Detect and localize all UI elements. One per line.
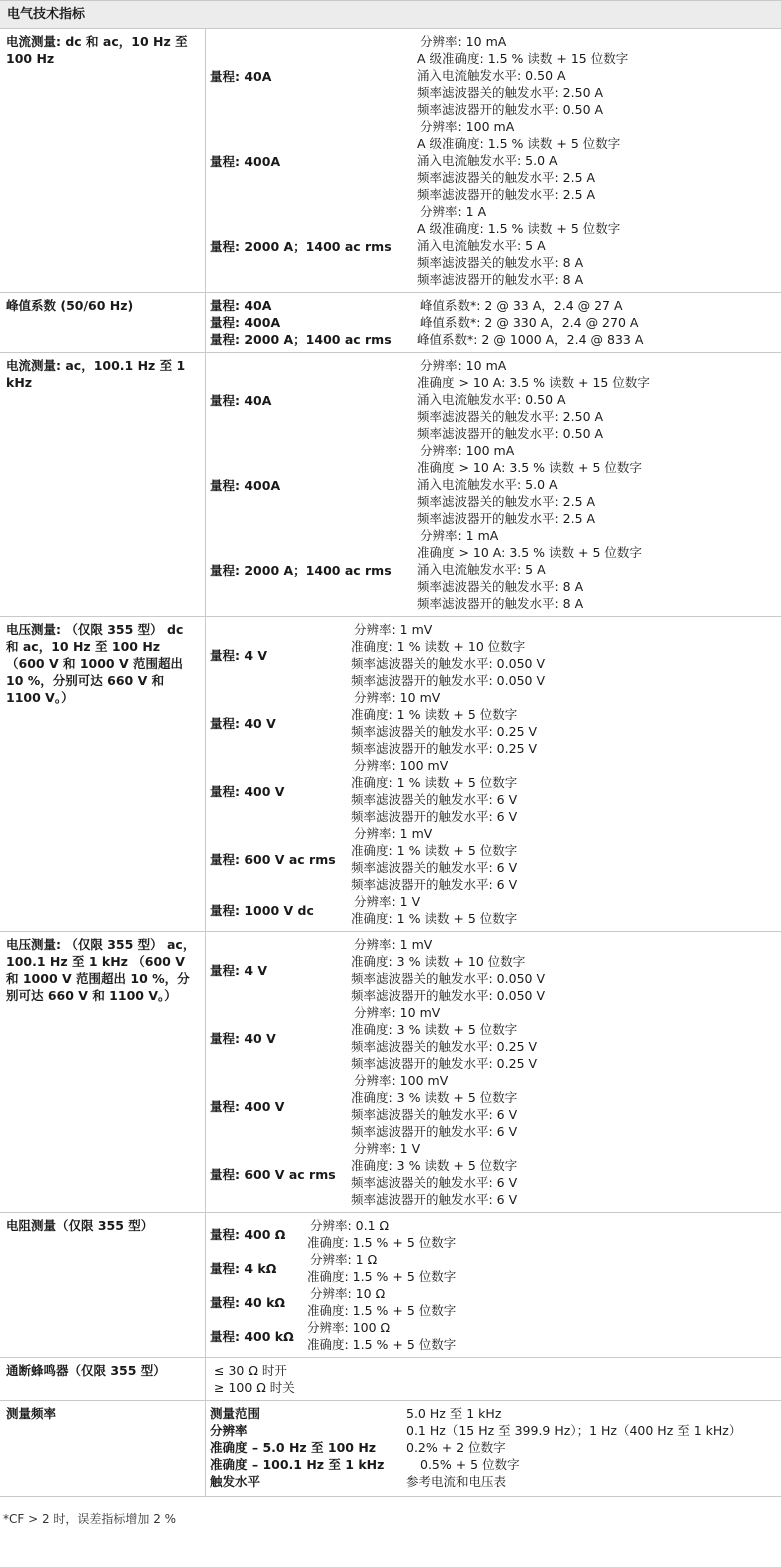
spec-lines bbox=[307, 1251, 456, 1285]
spec-line: 准确度: 3 % 读数 + 5 位数字 bbox=[351, 1022, 518, 1037]
spec-lines bbox=[351, 1140, 517, 1208]
range-row bbox=[210, 1285, 781, 1319]
spec-line: 准确度: 3 % 读数 + 5 位数字 bbox=[351, 1090, 518, 1105]
section-frequency bbox=[0, 1401, 781, 1497]
spec-line: 频率滤波器关的触发水平: 2.5 A bbox=[417, 170, 596, 185]
frequency-row-label: 准确度 – 5.0 Hz 至 100 Hz bbox=[210, 1440, 377, 1455]
section-current-dc-ac bbox=[0, 29, 781, 293]
frequency-row-value: 5.0 Hz 至 1 kHz bbox=[406, 1406, 502, 1421]
range-prefix: 量程: bbox=[210, 716, 245, 731]
range-value: 600 V ac rms bbox=[244, 852, 336, 867]
spec-line: 分辨率: 10 mA bbox=[420, 358, 507, 373]
spec-line: 频率滤波器关的触发水平: 0.050 V bbox=[351, 656, 545, 671]
range-value: 4 V bbox=[244, 648, 268, 663]
spec-line: 频率滤波器开的触发水平: 8 A bbox=[417, 272, 584, 287]
spec-lines bbox=[351, 1004, 537, 1072]
range-row bbox=[210, 314, 781, 331]
range-row bbox=[210, 1072, 781, 1140]
frequency-row-value: 0.2% + 2 位数字 bbox=[406, 1440, 506, 1455]
range-value: 1000 V dc bbox=[244, 903, 314, 918]
section-resistance bbox=[0, 1213, 781, 1358]
footnote: *CF > 2 时，误差指标增加 2 % bbox=[3, 1512, 177, 1526]
spec-line: 涌入电流触发水平: 5 A bbox=[417, 238, 546, 253]
spec-lines bbox=[417, 357, 650, 442]
range-row bbox=[210, 893, 781, 927]
spec-line: 准确度: 1 % 读数 + 10 位数字 bbox=[351, 639, 526, 654]
spec-lines bbox=[351, 936, 545, 1004]
section-label: 测量频率 bbox=[0, 1401, 206, 1496]
range-value: 40A bbox=[244, 298, 272, 313]
spec-lines bbox=[351, 621, 545, 689]
spec-line: 涌入电流触发水平: 5 A bbox=[417, 562, 546, 577]
range-value: 4 V bbox=[244, 963, 268, 978]
spec-lines bbox=[351, 757, 517, 825]
spec-line: 分辨率: 1 mV bbox=[354, 826, 433, 841]
spec-line: 频率滤波器开的触发水平: 0.50 A bbox=[417, 426, 604, 441]
range-prefix: 量程: bbox=[210, 332, 245, 347]
range-value: 40 V bbox=[244, 716, 276, 731]
range-value: 400A bbox=[244, 477, 281, 493]
section-voltage-dc-ac bbox=[0, 617, 781, 932]
frequency-row-value: 参考电流和电压表 bbox=[406, 1474, 507, 1489]
range-value: 600 V ac rms bbox=[244, 1167, 336, 1182]
range-row bbox=[210, 442, 781, 527]
range-value: 2000 A；1400 ac rms bbox=[244, 332, 392, 347]
frequency-row bbox=[210, 1473, 781, 1490]
spec-lines bbox=[351, 689, 537, 757]
spec-line: 涌入电流触发水平: 5.0 A bbox=[417, 153, 558, 168]
range-prefix: 量程: bbox=[210, 1295, 245, 1310]
spec-line: 分辨率: 100 Ω bbox=[307, 1320, 391, 1335]
spec-line: 准确度: 1 % 读数 + 5 位数字 bbox=[351, 707, 518, 722]
frequency-row-label: 分辨率 bbox=[210, 1423, 248, 1438]
spec-lines bbox=[417, 203, 620, 288]
spec-line: ≤ 30 Ω 时开 bbox=[214, 1363, 287, 1378]
spec-line: 频率滤波器开的触发水平: 6 V bbox=[351, 1192, 518, 1207]
spec-line: 频率滤波器开的触发水平: 0.050 V bbox=[351, 673, 545, 688]
range-prefix: 量程: bbox=[210, 238, 245, 254]
range-row bbox=[210, 1251, 781, 1285]
spec-line: 准确度 > 10 A: 3.5 % 读数 + 15 位数字 bbox=[417, 375, 650, 390]
range-row bbox=[210, 689, 781, 757]
range-prefix: 量程: bbox=[210, 1031, 245, 1046]
range-prefix: 量程: bbox=[210, 153, 245, 169]
range-value: 400A bbox=[244, 153, 281, 169]
range-value: 400 kΩ bbox=[244, 1329, 294, 1344]
range-row bbox=[210, 1319, 781, 1353]
range-row bbox=[210, 1217, 781, 1251]
spec-line: A 级准确度: 1.5 % 读数 + 5 位数字 bbox=[417, 221, 621, 236]
frequency-row-value: 0.5% + 5 位数字 bbox=[420, 1457, 520, 1472]
range-value: 40A bbox=[244, 392, 272, 408]
section-label: 电流测量: ac，100.1 Hz 至 1 kHz bbox=[0, 353, 206, 616]
spec-lines bbox=[351, 893, 517, 927]
range-row bbox=[210, 331, 781, 348]
spec-line: 频率滤波器关的触发水平: 8 A bbox=[417, 255, 584, 270]
range-row bbox=[210, 527, 781, 612]
spec-line: 频率滤波器关的触发水平: 0.25 V bbox=[351, 1039, 538, 1054]
range-row bbox=[210, 357, 781, 442]
range-value: 40 kΩ bbox=[244, 1295, 286, 1310]
range-row bbox=[210, 1004, 781, 1072]
frequency-row-label: 准确度 – 100.1 Hz 至 1 kHz bbox=[210, 1457, 385, 1472]
spec-line: 频率滤波器关的触发水平: 6 V bbox=[351, 1107, 518, 1122]
spec-line: 分辨率: 1 V bbox=[354, 894, 421, 909]
range-value: 400 Ω bbox=[244, 1227, 286, 1242]
spec-line: 分辨率: 1 mV bbox=[354, 622, 433, 637]
range-prefix: 量程: bbox=[210, 562, 245, 578]
frequency-row-value: 0.1 Hz（15 Hz 至 399.9 Hz）；1 Hz（400 Hz 至 1 kHz） bbox=[406, 1423, 742, 1438]
range-prefix: 量程: bbox=[210, 68, 245, 84]
section-voltage-ac-high bbox=[0, 932, 781, 1213]
spec-line: 准确度 > 10 A: 3.5 % 读数 + 5 位数字 bbox=[417, 545, 642, 560]
range-row bbox=[210, 936, 781, 1004]
spec-lines bbox=[417, 527, 642, 612]
section-current-ac-high bbox=[0, 353, 781, 617]
spec-line: 频率滤波器关的触发水平: 2.50 A bbox=[417, 409, 604, 424]
spec-line: 频率滤波器开的触发水平: 0.50 A bbox=[417, 102, 604, 117]
spec-lines bbox=[417, 442, 642, 527]
spec-line: 频率滤波器关的触发水平: 0.25 V bbox=[351, 724, 538, 739]
spec-line: 频率滤波器开的触发水平: 0.050 V bbox=[351, 988, 545, 1003]
range-prefix: 量程: bbox=[210, 903, 245, 918]
spec-line: 峰值系数*: 2 @ 1000 A，2.4 @ 833 A bbox=[417, 332, 644, 347]
spec-line: 分辨率: 1 mA bbox=[420, 528, 499, 543]
frequency-row bbox=[210, 1439, 781, 1456]
spec-line: 准确度: 1 % 读数 + 5 位数字 bbox=[351, 843, 518, 858]
frequency-row-label: 测量范围 bbox=[210, 1406, 261, 1421]
range-prefix: 量程: bbox=[210, 315, 245, 330]
spec-line: 频率滤波器关的触发水平: 2.50 A bbox=[417, 85, 604, 100]
spec-lines bbox=[417, 118, 620, 203]
spec-line: 频率滤波器关的触发水平: 8 A bbox=[417, 579, 584, 594]
section-label: 电阻测量（仅限 355 型） bbox=[0, 1213, 206, 1357]
spec-line: 准确度: 3 % 读数 + 10 位数字 bbox=[351, 954, 526, 969]
frequency-row bbox=[210, 1456, 781, 1473]
range-prefix: 量程: bbox=[210, 1167, 245, 1182]
range-prefix: 量程: bbox=[210, 784, 245, 799]
spec-line: 频率滤波器关的触发水平: 0.050 V bbox=[351, 971, 545, 986]
range-prefix: 量程: bbox=[210, 1227, 245, 1242]
spec-line: 分辨率: 100 mA bbox=[420, 119, 515, 134]
frequency-row bbox=[210, 1422, 781, 1439]
spec-line: 分辨率: 10 mV bbox=[354, 1005, 441, 1020]
spec-line: 准确度: 3 % 读数 + 5 位数字 bbox=[351, 1158, 518, 1173]
spec-line: 准确度: 1.5 % + 5 位数字 bbox=[307, 1337, 457, 1352]
spec-line: 峰值系数*: 2 @ 330 A，2.4 @ 270 A bbox=[420, 315, 639, 330]
spec-line: 分辨率: 10 Ω bbox=[310, 1286, 386, 1301]
section-label: 电压测量: （仅限 355 型） dc 和 ac，10 Hz 至 100 Hz （600 V 和 1000 V 范围超出 10 %，分别可达 660 V 和 1100 V。） bbox=[0, 617, 206, 931]
range-prefix: 量程: bbox=[210, 648, 245, 663]
spec-line: 频率滤波器开的触发水平: 2.5 A bbox=[417, 511, 596, 526]
range-value: 400A bbox=[244, 315, 281, 330]
range-row bbox=[210, 33, 781, 118]
spec-line: 分辨率: 1 Ω bbox=[310, 1252, 378, 1267]
section-label: 峰值系数 (50/60 Hz) bbox=[0, 293, 206, 352]
range-row bbox=[210, 118, 781, 203]
frequency-row-label: 触发水平 bbox=[210, 1474, 261, 1489]
spec-line: 频率滤波器关的触发水平: 6 V bbox=[351, 860, 518, 875]
range-value: 40A bbox=[244, 68, 272, 84]
spec-lines bbox=[307, 1217, 456, 1251]
spec-line: 频率滤波器关的触发水平: 6 V bbox=[351, 1175, 518, 1190]
range-value: 2000 A；1400 ac rms bbox=[244, 562, 392, 578]
range-value: 400 V bbox=[244, 1099, 285, 1114]
spec-line: 涌入电流触发水平: 5.0 A bbox=[417, 477, 558, 492]
spec-line: 涌入电流触发水平: 0.50 A bbox=[417, 68, 566, 83]
spec-line: 分辨率: 1 mV bbox=[354, 937, 433, 952]
spec-line: 分辨率: 10 mA bbox=[420, 34, 507, 49]
spec-line: 频率滤波器开的触发水平: 0.25 V bbox=[351, 1056, 538, 1071]
section-label: 电流测量: dc 和 ac，10 Hz 至 100 Hz bbox=[0, 29, 206, 292]
spec-line: 准确度: 1.5 % + 5 位数字 bbox=[307, 1303, 457, 1318]
spec-line: 准确度: 1 % 读数 + 5 位数字 bbox=[351, 775, 518, 790]
range-value: 40 V bbox=[244, 1031, 276, 1046]
spec-line: 准确度 > 10 A: 3.5 % 读数 + 5 位数字 bbox=[417, 460, 642, 475]
spec-lines bbox=[307, 1319, 456, 1353]
spec-line: 分辨率: 10 mV bbox=[354, 690, 441, 705]
spec-line: 频率滤波器开的触发水平: 6 V bbox=[351, 1124, 518, 1139]
spec-lines bbox=[351, 1072, 517, 1140]
spec-line: 分辨率: 0.1 Ω bbox=[310, 1218, 390, 1233]
section-continuity bbox=[0, 1358, 781, 1401]
range-prefix: 量程: bbox=[210, 1329, 245, 1344]
spec-lines bbox=[351, 825, 517, 893]
spec-line: 频率滤波器开的触发水平: 8 A bbox=[417, 596, 584, 611]
spec-line: 频率滤波器关的触发水平: 2.5 A bbox=[417, 494, 596, 509]
range-prefix: 量程: bbox=[210, 963, 245, 978]
spec-line: 频率滤波器开的触发水平: 6 V bbox=[351, 809, 518, 824]
range-value: 4 kΩ bbox=[244, 1261, 277, 1276]
range-row bbox=[210, 825, 781, 893]
spec-line: 分辨率: 100 mV bbox=[354, 1073, 449, 1088]
range-row bbox=[210, 621, 781, 689]
range-value: 2000 A；1400 ac rms bbox=[244, 238, 392, 254]
range-prefix: 量程: bbox=[210, 1099, 245, 1114]
spec-line: 分辨率: 100 mV bbox=[354, 758, 449, 773]
range-prefix: 量程: bbox=[210, 392, 245, 408]
spec-lines bbox=[307, 1285, 456, 1319]
spec-line: ≥ 100 Ω 时关 bbox=[214, 1380, 295, 1395]
spec-line: 准确度: 1.5 % + 5 位数字 bbox=[307, 1269, 457, 1284]
spec-line: 频率滤波器开的触发水平: 2.5 A bbox=[417, 187, 596, 202]
section-crest-factor bbox=[0, 293, 781, 353]
range-row bbox=[210, 1140, 781, 1208]
spec-line: 分辨率: 1 A bbox=[420, 204, 487, 219]
spec-line: 准确度: 1 % 读数 + 5 位数字 bbox=[351, 911, 518, 926]
spec-line: A 级准确度: 1.5 % 读数 + 15 位数字 bbox=[417, 51, 629, 66]
range-value: 400 V bbox=[244, 784, 285, 799]
range-prefix: 量程: bbox=[210, 298, 245, 313]
frequency-row bbox=[210, 1405, 781, 1422]
spec-line: 峰值系数*: 2 @ 33 A，2.4 @ 27 A bbox=[420, 298, 623, 313]
spec-line: A 级准确度: 1.5 % 读数 + 5 位数字 bbox=[417, 136, 621, 151]
spec-line: 准确度: 1.5 % + 5 位数字 bbox=[307, 1235, 457, 1250]
range-prefix: 量程: bbox=[210, 1261, 245, 1276]
spec-line: 分辨率: 1 V bbox=[354, 1141, 421, 1156]
table-title: 电气技术指标 bbox=[0, 0, 781, 29]
range-prefix: 量程: bbox=[210, 852, 245, 867]
section-label: 通断蜂鸣器（仅限 355 型） bbox=[0, 1358, 206, 1400]
range-prefix: 量程: bbox=[210, 477, 245, 493]
spec-line: 涌入电流触发水平: 0.50 A bbox=[417, 392, 566, 407]
range-row bbox=[210, 757, 781, 825]
spec-line: 分辨率: 100 mA bbox=[420, 443, 515, 458]
range-row bbox=[210, 297, 781, 314]
spec-line: 频率滤波器开的触发水平: 6 V bbox=[351, 877, 518, 892]
spec-line: 频率滤波器关的触发水平: 6 V bbox=[351, 792, 518, 807]
range-row bbox=[210, 203, 781, 288]
spec-lines bbox=[417, 33, 628, 118]
section-label: 电压测量: （仅限 355 型） ac，100.1 Hz 至 1 kHz （600 V 和 1000 V 范围超出 10 %，分别可达 660 V 和 1100 V。） bbox=[0, 932, 206, 1212]
spec-line: 频率滤波器开的触发水平: 0.25 V bbox=[351, 741, 538, 756]
